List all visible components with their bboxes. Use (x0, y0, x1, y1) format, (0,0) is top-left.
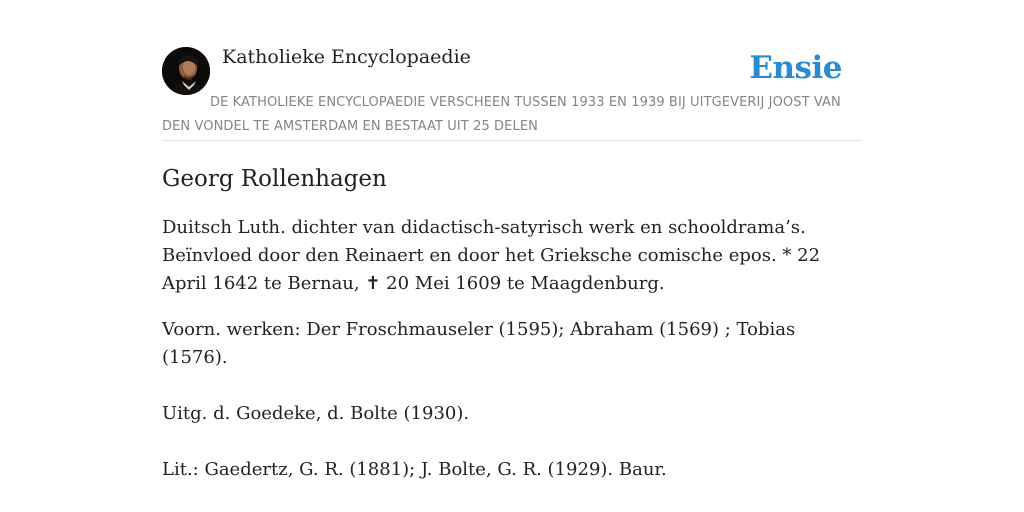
site-header (162, 46, 862, 141)
site-description: DE KATHOLIEKE ENCYCLOPAEDIE VERSCHEEN TUSSEN 1933 EN 1939 BIJ UITGEVERIJ JOOST VAN DEN VONDEL TE AMSTERDAM EN BESTAAT UIT 25 DELEN (162, 95, 841, 134)
article-paragraph: Lit.: Gaedertz, G. R. (1881); J. Bolte, G. R. (1929). Baur. (162, 459, 667, 480)
article-paragraph: Uitg. d. Goedeke, d. Bolte (1930). (162, 403, 470, 424)
article-paragraph: Voorn. werken: Der Froschmauseler (1595); Abraham (1569) ; Tobias (1576). (162, 319, 796, 368)
portrait-avatar-icon[interactable] (162, 47, 210, 95)
brand-logo[interactable]: Ensie (749, 50, 842, 86)
article-paragraph: Duitsch Luth. dichter van didactisch-satyrisch werk en schooldrama’s. Beïnvloed door den Reinaert en door het Grieksche comische epos. * 22 April 1642 te Bernau, ✝ 20 Mei 1609 te Maagdenburg. (162, 217, 821, 294)
article-title: Georg Rollenhagen (162, 166, 387, 192)
site-title[interactable]: Katholieke Encyclopaedie (222, 46, 471, 68)
article (162, 162, 862, 484)
